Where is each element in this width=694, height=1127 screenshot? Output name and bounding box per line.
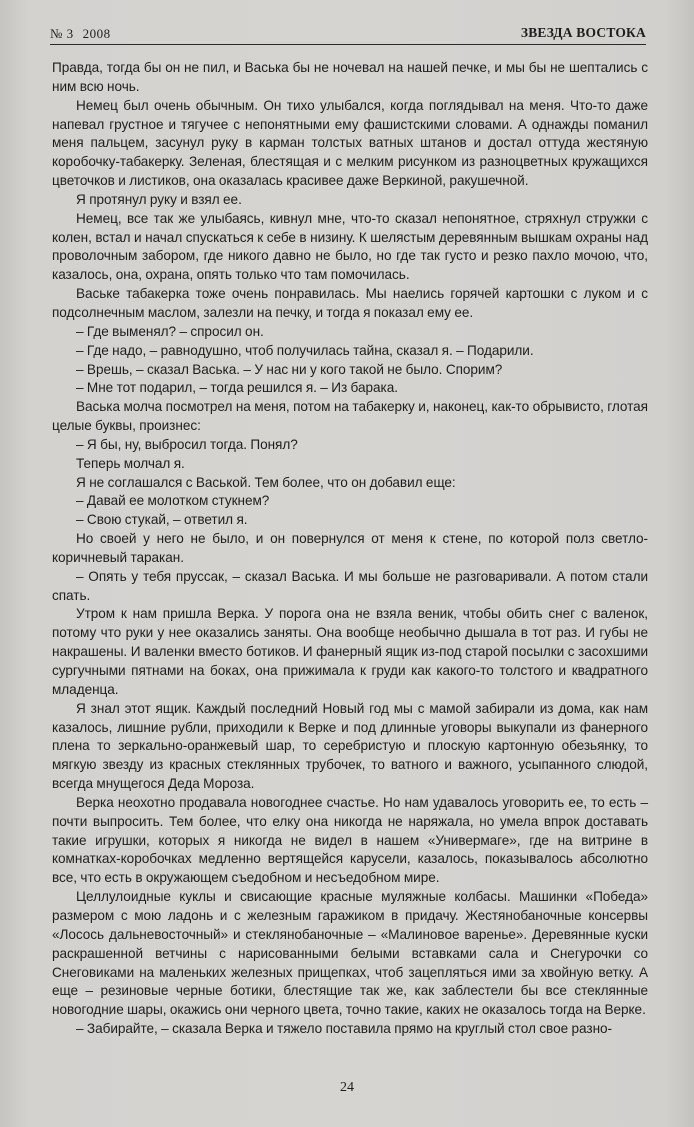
journal-title: ЗВЕЗДА ВОСТОКА xyxy=(520,25,646,40)
dialogue-line: – Где выменял? – спросил он. xyxy=(76,323,264,339)
paragraph: Немец был очень обычным. Он тихо улыбался, когда поглядывал на меня. Что-то даже напевал грустное и тягучее с непонятными ему фашистскими словами. А однажды поманил меня пальцем, засунул руку в карман толстых ватных штанов и достал оттуда жестяную коробочку-табакерку. Зеленая, блестящая и с мелким рисунком из разноцветных кружащихся цветочков и листиков, она оказалась красивее даже Веркиной, ракушечной. xyxy=(52,97,648,189)
paragraph: Правда, тогда бы он не пил, и Васька бы не ночевал на нашей печке, и мы бы не шептались с ним всю ночь. xyxy=(52,60,648,94)
dialogue-line: – Свою стукай, – ответил я. xyxy=(76,512,248,528)
paragraph: Васька молча посмотрел на меня, потом на табакерку и, наконец, как-то обрывисто, глотая целые буквы, произнес: xyxy=(52,399,648,434)
issue-info xyxy=(50,26,111,42)
body-text xyxy=(52,59,648,1039)
dialogue-line: – Где надо, – равнодушно, чтоб получилась тайна, сказал я. – Подарили. xyxy=(76,342,534,358)
paragraph: Я не соглашался с Васькой. Тем более, что он добавил еще: xyxy=(76,474,456,490)
paragraph: Теперь молчал я. xyxy=(76,455,185,471)
paragraph: Немец, все так же улыбаясь, кивнул мне, что-то сказал непонятное, стряхнул стружки с колен, встал и начал спускаться к себе в низину. К шелястым деревянным вышкам охраны над проволочным забором, где никого давно не было, но где так густо и резко пахло мочою, что, казалось, она, охрана, опять только что там помочилась. xyxy=(52,210,648,283)
running-header xyxy=(50,24,646,45)
dialogue-line: – Мне тот подарил, – тогда решился я. – Из барака. xyxy=(76,380,398,396)
dialogue-line: – Забирайте, – сказала Верка и тяжело поставила прямо на круглый стол свое разно- xyxy=(76,1021,613,1037)
dialogue-line: – Я бы, ну, выбросил тогда. Понял? xyxy=(76,436,298,452)
paragraph: Верка неохотно продавала новогоднее счастье. Но нам удавалось уговорить ее, то есть – почти выпросить. Тем более, что елку она никогда не наряжала, но умела впрок доставать такие игрушки, которых я никогда не видел в нашем «Универмаге», где на витрине в комнатках-коробочках медленно вертящейся карусели, казалось, показывалось абсолютно все, что есть в окружающем съедобном и несъедобном мире. xyxy=(52,794,648,886)
paragraph: Утром к нам пришла Верка. У порога она не взяла веник, чтобы обить снег с валенок, потому что руки у нее оказались заняты. Она вообще необычно дышала в тот раз. И губы не накрашены. И валенки вместо ботиков. И фанерный ящик из-под старой посылки с засохшими сургучными пятнами на боках, она прижимала к груди как какого-то толстого и квадратного младенца. xyxy=(52,606,648,697)
issue-year: 2008 xyxy=(82,26,111,41)
paragraph: Ваське табакерка тоже очень понравилась. Мы наелись горячей картошки с луком и с подсолнечным маслом, залезли на печку, и тогда я показал ему ее. xyxy=(52,286,648,320)
paragraph: Я знал этот ящик. Каждый последний Новый год мы с мамой забирали из дома, как нам казалось, лишние рубли, приходили к Верке и под длинные уговоры выкупали из фанерного плена то зеркально-оранжевый шар, то серебристую и плоскую картонную обезьянку, то мягкую звезду из красных стеклянных трубочек, то ватного и важного, усыпанного слюдой, всегда мнущегося Деда Мороза. xyxy=(52,700,648,792)
paragraph: Целлулоидные куклы и свисающие красные муляжные колбасы. Машинки «Победа» размером с мою ладонь и с железным гаражиком в придачу. Жестянобаночные консервы «Лосось дальневосточный» и стеклянобаночные – «Малиновое варенье». Деревянные куски раскрашенной ветчины с нарисованными белыми вставками сала и Снегурочки со Снеговиками на маленьких железных прищепках, чтоб зацепляться ими за хвойную ветку. А еще – резиновые черные ботики, блестящие так же, как заблестели бы все стеклянные новогодние шары, окажись они черного цвета, точно такие, каких не оказалось тогда на Верке. xyxy=(52,889,648,1018)
dialogue-line: – Опять у тебя пруссак, – сказал Васька. И мы больше не разговаривали. А потом стали спать. xyxy=(52,568,648,603)
paragraph: Я протянул руку и взял ее. xyxy=(76,191,242,207)
page-number: 24 xyxy=(340,1080,354,1095)
issue-number: № 3 xyxy=(50,26,74,41)
dialogue-line: – Врешь, – сказал Васька. – У нас ни у кого такой не было. Спорим? xyxy=(76,361,503,377)
dialogue-line: – Давай ее молотком стукнем? xyxy=(76,493,270,509)
paragraph: Но своей у него не было, и он повернулся от меня к стене, по которой полз светло-коричневый таракан. xyxy=(52,531,648,565)
